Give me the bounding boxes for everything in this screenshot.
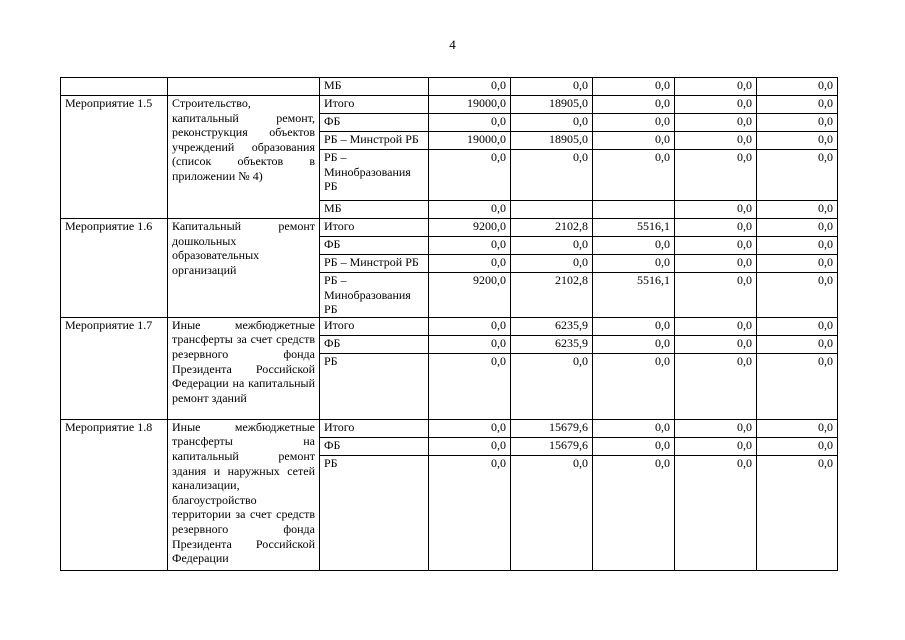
value-cell: 0,0 [757,132,838,150]
value-cell: 0,0 [511,237,593,255]
value-cell: 0,0 [429,353,511,419]
value-cell: 0,0 [675,455,757,570]
value-cell: 0,0 [511,455,593,570]
value-cell: 0,0 [593,237,675,255]
value-cell: 6235,9 [511,317,593,335]
value-cell: 0,0 [593,317,675,335]
value-cell: 0,0 [675,273,757,318]
value-cell: 0,0 [593,78,675,96]
event-cell [61,78,168,96]
funding-source-cell: МБ [320,201,429,219]
value-cell: 0,0 [675,237,757,255]
value-cell: 0,0 [757,317,838,335]
value-cell: 0,0 [757,201,838,219]
event-cell: Мероприятие 1.5 [61,96,168,219]
value-cell: 19000,0 [429,96,511,114]
value-cell: 0,0 [757,437,838,455]
value-cell: 0,0 [675,353,757,419]
value-cell: 0,0 [429,255,511,273]
value-cell: 0,0 [675,437,757,455]
value-cell: 0,0 [675,96,757,114]
value-cell: 0,0 [757,78,838,96]
event-cell: Мероприятие 1.6 [61,219,168,318]
value-cell: 0,0 [593,114,675,132]
funding-source-cell: РБ – Минобразования РБ [320,273,429,318]
funding-source-cell: РБ – Минобразования РБ [320,150,429,201]
value-cell: 9200,0 [429,273,511,318]
description-cell: Строительство, капитальный ремонт, реконструкция объектов учреждений образования (список объектов в приложении № 4) [168,96,320,219]
table-row [61,419,838,437]
value-cell: 0,0 [757,219,838,237]
value-cell: 0,0 [593,437,675,455]
value-cell: 0,0 [593,353,675,419]
funding-source-cell: Итого [320,96,429,114]
value-cell: 0,0 [429,335,511,353]
value-cell: 0,0 [675,317,757,335]
table-row [61,78,838,96]
value-cell: 0,0 [757,335,838,353]
value-cell: 0,0 [511,78,593,96]
value-cell: 0,0 [511,353,593,419]
funding-source-cell: РБ [320,455,429,570]
value-cell: 15679,6 [511,437,593,455]
value-cell: 0,0 [429,419,511,437]
funding-source-cell: ФБ [320,335,429,353]
value-cell: 0,0 [511,255,593,273]
funding-source-cell: МБ [320,78,429,96]
value-cell: 0,0 [675,150,757,201]
table-body [61,78,838,571]
value-cell: 0,0 [675,219,757,237]
budget-table [60,77,838,571]
value-cell: 0,0 [593,150,675,201]
value-cell: 2102,8 [511,219,593,237]
value-cell: 0,0 [675,78,757,96]
value-cell: 5516,1 [593,219,675,237]
table-row [61,317,838,335]
value-cell: 19000,0 [429,132,511,150]
description-cell: Иные межбюджетные трансферты на капитальный ремонт здания и наружных сетей канализации, благоустройство территории за счет средств резервного фонда Президента Российской Федерации [168,419,320,570]
value-cell: 9200,0 [429,219,511,237]
value-cell: 0,0 [675,132,757,150]
value-cell: 0,0 [429,114,511,132]
funding-source-cell: ФБ [320,114,429,132]
value-cell: 0,0 [757,455,838,570]
value-cell: 0,0 [429,201,511,219]
funding-source-cell: РБ – Минстрой РБ [320,255,429,273]
value-cell: 0,0 [429,237,511,255]
value-cell: 18905,0 [511,96,593,114]
funding-source-cell: Итого [320,419,429,437]
value-cell: 0,0 [593,419,675,437]
funding-source-cell: РБ [320,353,429,419]
value-cell: 0,0 [757,255,838,273]
value-cell: 2102,8 [511,273,593,318]
value-cell: 0,0 [757,353,838,419]
value-cell: 0,0 [593,132,675,150]
value-cell: 0,0 [593,96,675,114]
value-cell: 0,0 [511,114,593,132]
value-cell: 0,0 [429,455,511,570]
value-cell: 0,0 [429,437,511,455]
description-cell [168,78,320,96]
value-cell: 0,0 [675,419,757,437]
value-cell: 6235,9 [511,335,593,353]
value-cell: 0,0 [757,237,838,255]
description-cell: Иные межбюджетные трансферты за счет средств резервного фонда Президента Российской Федерации на капитальный ремонт зданий [168,317,320,419]
value-cell: 0,0 [675,255,757,273]
value-cell [511,201,593,219]
value-cell: 0,0 [675,335,757,353]
value-cell: 0,0 [511,150,593,201]
value-cell: 0,0 [757,96,838,114]
funding-source-cell: Итого [320,317,429,335]
value-cell: 0,0 [593,255,675,273]
funding-source-cell: ФБ [320,237,429,255]
value-cell: 0,0 [593,335,675,353]
value-cell: 0,0 [757,273,838,318]
event-cell: Мероприятие 1.8 [61,419,168,570]
value-cell: 0,0 [757,114,838,132]
page-number: 4 [449,37,456,52]
value-cell: 0,0 [429,78,511,96]
value-cell: 0,0 [429,317,511,335]
value-cell: 0,0 [675,114,757,132]
value-cell: 0,0 [757,150,838,201]
value-cell: 0,0 [675,201,757,219]
funding-source-cell: Итого [320,219,429,237]
value-cell [593,201,675,219]
value-cell: 0,0 [757,419,838,437]
description-cell: Капитальный ремонт дошкольных образовательных организаций [168,219,320,318]
value-cell: 5516,1 [593,273,675,318]
value-cell: 15679,6 [511,419,593,437]
value-cell: 18905,0 [511,132,593,150]
event-cell: Мероприятие 1.7 [61,317,168,419]
funding-source-cell: ФБ [320,437,429,455]
value-cell: 0,0 [429,150,511,201]
table-row [61,96,838,114]
value-cell: 0,0 [593,455,675,570]
funding-source-cell: РБ – Минстрой РБ [320,132,429,150]
table-row [61,219,838,237]
